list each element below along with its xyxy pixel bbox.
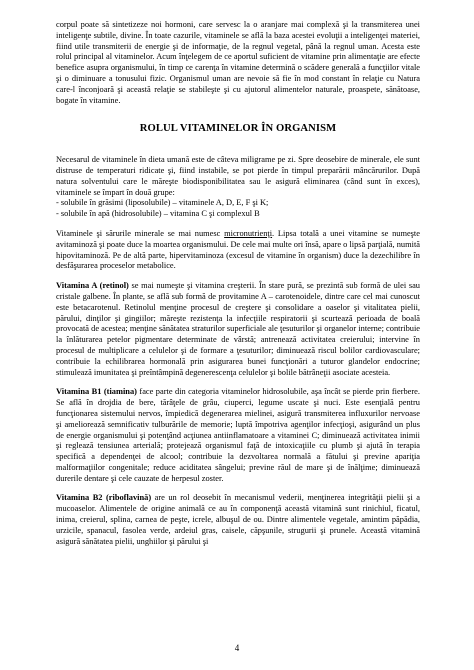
vitamin-b1-paragraph bbox=[56, 387, 420, 484]
vitamin-a-text: se mai numeşte şi vitamina creşterii. În stare pură, se prezintă sub formă de ulei sau cristale galbene. În plante, se află sub formă de provitamine A – carotenoidele, dintre care cel mai cunoscut este betacarotenul. Retinolul menţine procesul de creştere şi consolidare a oaselor şi vitalitatea pielii, părului, dinţilor şi gingiilor; măreşte rezistenţa la infecţiile respiratorii şi scurtează perioada de boală provocată de acestea; menţine sănătatea straturilor superficiale ale ţesuturilor şi organelor interne; contribuie la înlăturarea petelor pigmentare determinate de vârstă; antrenează activitatea creierului; intervine în procesul de multiplicare a celulelor şi de formare a ţesuturilor; diminuează riscul bolilor cardiovasculare; contribuie la echilibrarea hormonală prin asigurarea bunei funcţionări a tuturor glandelor endocrine; stimulează imunitatea şi preîntâmpină degenerescenţa celulelor şi bolile bătrâneţii asociate acesteia. bbox=[56, 281, 420, 377]
document-page bbox=[56, 20, 420, 556]
list-item-hidrosolubile: - solubile în apă (hidrosolubile) – vitamina C şi complexul B bbox=[56, 209, 260, 219]
necesar-paragraph: Necesarul de vitaminele în dieta umană este de câteva miligrame pe zi. Spre deosebire de minerale, ele sunt distruse de temperaturi ridicate şi, fiind instabile, se pot pierde în timpul preparării mâncărurilor. După natura solventului care le măreşte biodisponibilitatea sau le asigură eliminarea (când sunt în exces), vitaminele se împart în două grupe: bbox=[56, 155, 420, 197]
intro-paragraph: corpul poate să sintetizeze noi hormoni, care servesc la o aranjare mai complexă şi la transmiterea unei inteligenţe subtile, divine. În toate cazurile, vitaminele se află la baza acestei evoluţii a inteligenţei materiei, fiind utile transmiterii de energie şi de informaţie, de la regnul vegetal, până la regnul uman. Acesta este rolul principal al vitaminelor. Acum înţelegem de ce aportul suficient de vitamine prin alimentaţie are efecte benefice asupra organismului, în timp ce carenţa în vitamine determină o scădere generală a funcţiilor vitale şi o diminuare a tonusului fizic. Organismul uman are nevoie să fie în mod constant în relaţie cu Natura care-l înconjoară şi această relaţie se stabileşte şi cu ajutorul alimentelor naturale, proaspete, sănătoase, bogate în vitamine. bbox=[56, 20, 420, 105]
micronutrients-paragraph bbox=[56, 229, 420, 272]
vitamin-b2-heading: Vitamina B2 (riboflavină) bbox=[56, 493, 152, 503]
vitamin-b1-text: face parte din categoria vitaminelor hidrosolubile, aşa încât se pierde prin fierbere. Se află în drojdia de bere, tărâţele de grâu, ciuperci, legume uscate şi nuci. Este esenţială pentru funcţionarea sistemului nervos, împiedică degenerarea mielinei, asigură transmiterea influxurilor nervoase şi ameliorează semnificativ tulburările de memorie; luptă împotriva agenţilor infecţioşi, asigurând un plus de energie organismului şi potenţând acţiunea antiinflamatoare a vitaminei C; diminuează activitatea inimii şi reglează tensiunea arterială; protejează organismul faţă de intoxicaţiile cu plumb şi ajută în terapia specifică a dependenţei de alcool; contribuie la dezvoltarea normală a fătului şi previne apariţia malformaţiilor congenitale; reduce aciditatea sângelui; previne răul de mare şi de înălţime; diminuează durerile dentare şi cele cauzate de herpesul zoster. bbox=[56, 387, 420, 483]
vitamin-a-heading: Vitamina A (retinol) bbox=[56, 281, 129, 291]
vitamin-b2-paragraph bbox=[56, 493, 420, 547]
vitamin-b2-text: are un rol deosebit în mecanismul vederii, menţinerea integrităţii pielii şi a mucoaselor. Alimentele de origine animală ce au în componenţă această vitamină sunt rinichiul, ficatul, inima, creierul, splina, carnea de peşte, icrele, albuşul de ou. Dintre alimentele vegetale, amintim păpădia, urzicile, spanacul, fasolea verde, ardeiul gras, caisele, căpşunile, strugurii şi prunele. Această vitamină asigură sănătatea pielii, unghiilor şi părului şi bbox=[56, 493, 421, 546]
micronutrients-text-after: . Lipsa totală a unei vitamine se numeşte avitaminoză şi poate duce la moartea organismului. De cele mai multe ori însă, apare o lipsă parţială, numită hipovitaminoză. Pe de altă parte, hipervitaminoza (excesul de vitamine în organism) duce la dezechilibre în desfăşurarea proceselor metabolice. bbox=[56, 228, 420, 271]
vitamin-a-paragraph bbox=[56, 281, 420, 378]
section-heading: ROLUL VITAMINELOR ÎN ORGANISM bbox=[139, 123, 337, 135]
micronutrients-term: micronutrienţi bbox=[224, 228, 273, 238]
vitamin-b1-heading: Vitamina B1 (tiamina) bbox=[56, 387, 137, 397]
page-number: 4 bbox=[234, 643, 240, 653]
micronutrients-text-before: Vitaminele şi sărurile minerale se mai numesc bbox=[56, 228, 225, 238]
list-item-liposolubile: - solubile în grăsimi (liposolubile) – vitaminele A, D, E, F şi K; bbox=[56, 198, 269, 208]
